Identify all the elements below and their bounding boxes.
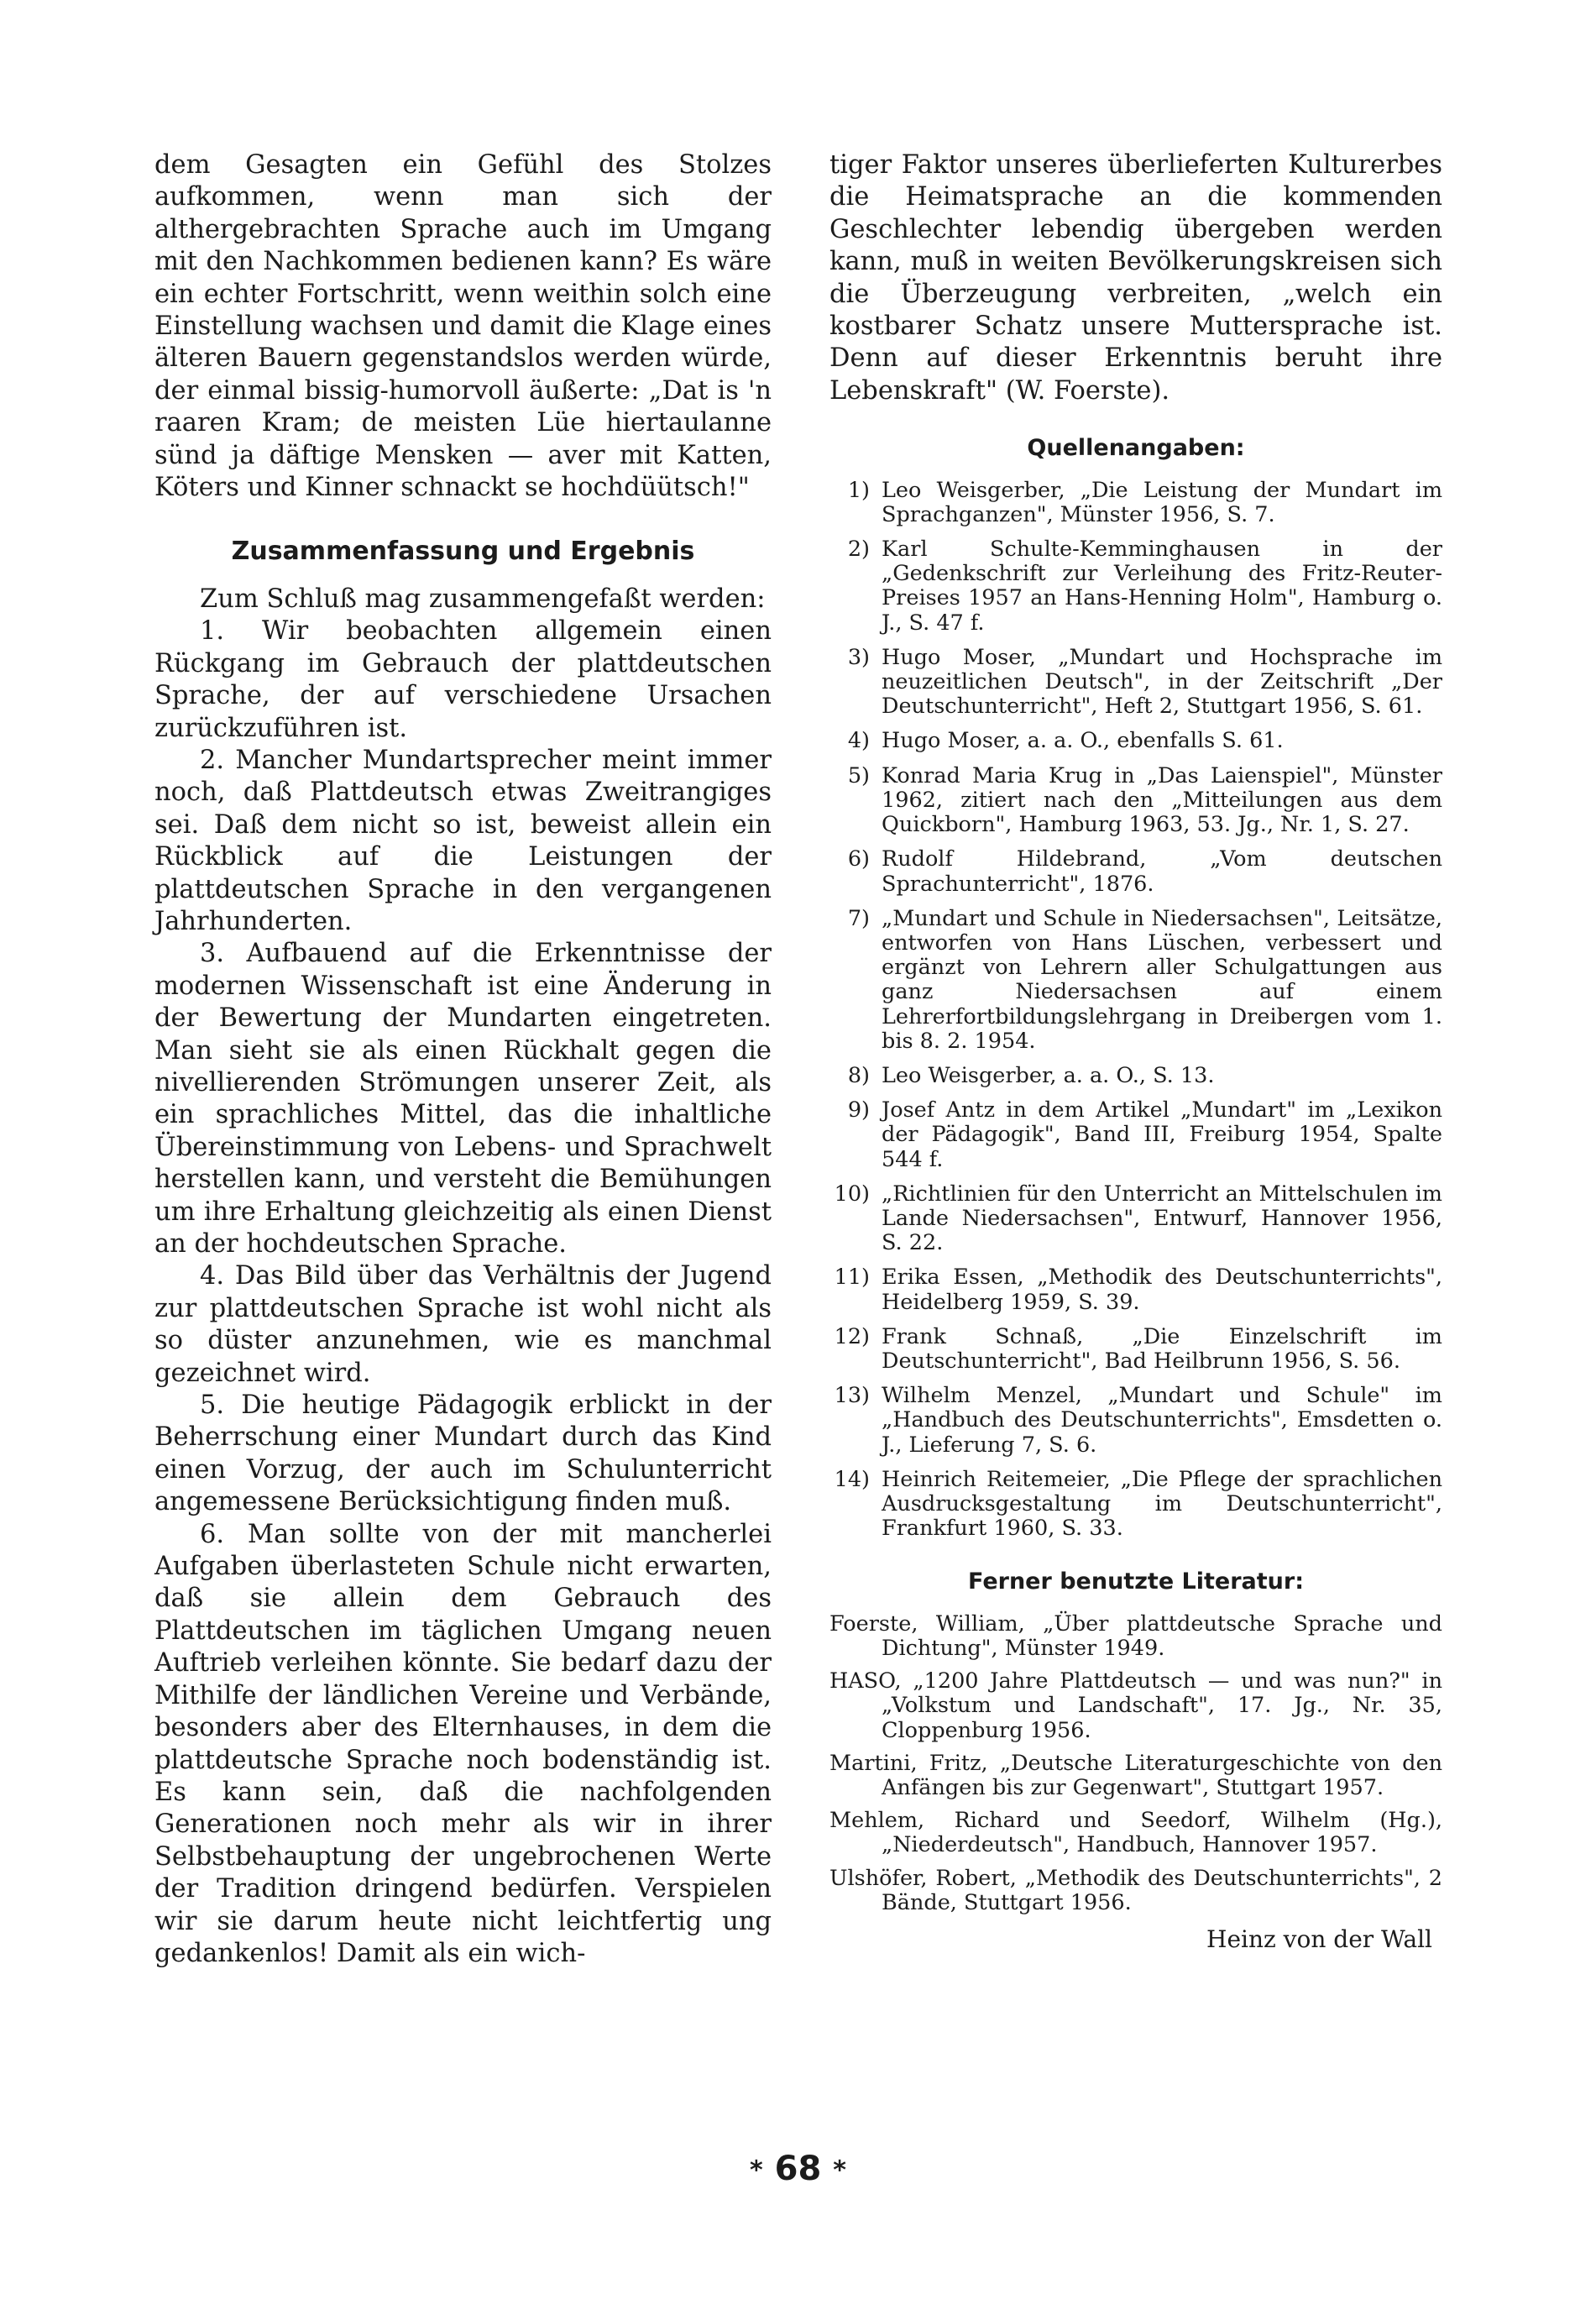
source-number: 12) — [834, 1323, 870, 1349]
intro-paragraph: dem Gesagten ein Gefühl des Stolzes aufkommen, wenn man sich der althergebrachten Sprache auch im Umgang mit den Nachkommen bedienen kann? Es wäre ein echter Fortschritt, wenn weithin solch eine Einstellung wachsen und damit die Klage eines älteren Bauern gegenstandslos werden würde, der einmal bissig-humorvoll äußerte: „Dat is 'n raaren Kram; de meisten Lüe hiertaulanne sünd ja däftige Mensken — aver mit Katten, Köters und Kinner schnackt se hochdüütsch!" — [154, 150, 772, 503]
literature-item: Ulshöfer, Robert, „Methodik des Deutschunterrichts", 2 Bände, Stuttgart 1956. — [829, 1865, 1442, 1915]
literature-heading: Ferner benutzte Literatur: — [967, 1568, 1304, 1595]
source-text: Wilhelm Menzel, „Mundart und Schule" im „Handbuch des Deutschunterrichts", Emsdetten o. J., Lieferung 7, S. 6. — [882, 1383, 1442, 1458]
page-number: 68 — [774, 2150, 822, 2188]
section-heading: Zusammenfassung und Ergebnis — [231, 537, 695, 567]
source-number: 6) — [847, 846, 870, 872]
source-text: Leo Weisgerber, a. a. O., S. 13. — [882, 1062, 1215, 1088]
source-item — [829, 1182, 1442, 1256]
page-footer — [0, 2150, 1596, 2188]
literature-list — [829, 1612, 1442, 1915]
source-text: Rudolf Hildebrand, „Vom deutschen Sprachunterricht", 1876. — [882, 846, 1442, 897]
source-item — [829, 479, 1442, 527]
source-text: Erika Essen, „Methodik des Deutschunterrichts", Heidelberg 1959, S. 39. — [882, 1265, 1442, 1315]
star-ornament-left: * — [750, 2155, 763, 2186]
source-number: 13) — [834, 1383, 870, 1409]
sources-list — [829, 479, 1442, 1542]
source-number: 14) — [834, 1466, 870, 1492]
source-item — [829, 1098, 1442, 1172]
source-number: 10) — [834, 1181, 870, 1207]
summary-point-4: 4. Das Bild über das Verhältnis der Jugend zur plattdeutschen Sprache ist wohl nicht als so düster anzunehmen, wie es manchmal gezeichnet wird. — [154, 1261, 772, 1388]
summary-lead: Zum Schluß mag zusammengefaßt werden: — [200, 584, 766, 614]
source-number: 4) — [847, 728, 870, 754]
source-number: 2) — [847, 537, 870, 563]
source-item — [829, 646, 1442, 720]
source-item — [829, 729, 1442, 753]
literature-item: Martini, Fritz, „Deutsche Literaturgeschichte von den Anfängen bis zur Gegenwart", Stuttgart 1957. — [829, 1750, 1442, 1800]
right-column — [829, 149, 1442, 1956]
source-text: „Mundart und Schule in Niedersachsen", Leitsätze, entworfen von Hans Lüschen, verbessert und ergänzt von Lehrern aller Schulgattungen aus ganz Niedersachsen auf einem Lehrerfortbildungslehrgang in Dreibergen vom 1. bis 8. 2. 1954. — [882, 905, 1442, 1054]
source-number: 5) — [847, 762, 870, 788]
continuation-paragraph: tiger Faktor unseres überlieferten Kulturerbes die Heimatsprache an die kommenden Geschlechter lebendig übergeben werden kann, muß in weiten Bevölkerungskreisen sich die Überzeugung verbreiten, „welch ein kostbarer Schatz unsere Muttersprache ist. Denn auf dieser Erkenntnis beruht ihre Lebenskraft" (W. Foerste). — [829, 150, 1442, 406]
star-ornament-right: * — [833, 2155, 846, 2186]
source-number: 9) — [847, 1097, 870, 1123]
source-number: 8) — [847, 1062, 870, 1088]
source-text: Hugo Moser, a. a. O., ebenfalls S. 61. — [882, 728, 1284, 754]
source-text: Josef Antz in dem Artikel „Mundart" im „Lexikon der Pädagogik", Band III, Freiburg 1954, Spalte 544 f. — [882, 1097, 1442, 1172]
source-item — [829, 847, 1442, 896]
source-text: Karl Schulte-Kemminghausen in der „Gedenkschrift zur Verleihung des Fritz-Reuter-Preises 1957 an Hans-Henning Holm", Hamburg o. J., S. 47 f. — [882, 537, 1442, 636]
source-item — [829, 764, 1442, 838]
source-number: 3) — [847, 644, 870, 670]
source-text: Konrad Maria Krug in „Das Laienspiel", Münster 1962, zitiert nach den „Mitteilungen aus dem Quickborn", Hamburg 1963, 53. Jg., Nr. 1, S. 27. — [882, 762, 1442, 838]
source-item — [829, 1468, 1442, 1542]
summary-point-3: 3. Aufbauend auf die Erkenntnisse der modernen Wissenschaft ist eine Änderung in der Bewertung der Mundarten eingetreten. Man sieht sie als einen Rückhalt gegen die nivellierenden Strömungen unserer Zeit, als ein sprachliches Mittel, das die inhaltliche Übereinstimmung von Lebens- und Sprachwelt herstellen kann, und versteht die Bemühungen um ihre Erhaltung gleichzeitig als einen Dienst an der hochdeutschen Sprache. — [154, 939, 772, 1259]
left-column — [154, 149, 772, 1970]
literature-item: HASO, „1200 Jahre Plattdeutsch — und was nun?" in „Volkstum und Landschaft", 17. Jg., Nr. 35, Cloppenburg 1956. — [829, 1668, 1442, 1743]
source-number: 11) — [834, 1265, 870, 1291]
summary-point-6: 6. Man sollte von der mit mancherlei Aufgaben überlasteten Schule nicht erwarten, daß sie allein dem Gebrauch des Plattdeutschen im täglichen Umgang neuen Auftrieb verleihen könnte. Sie bedarf dazu der Mithilfe der ländlichen Vereine und Verbände, besonders aber des Elternhauses, in dem die plattdeutsche Sprache noch bodenständig ist. Es kann sein, daß die nachfolgenden Generationen noch mehr als wir in ihrer Selbstbehauptung der ungebrochenen Werte der Tradition dringend bedürfen. Verspielen wir sie darum heute nicht leichtfertig ung gedankenlos! Damit als ein wich- — [154, 1519, 772, 1968]
literature-item: Mehlem, Richard und Seedorf, Wilhelm (Hg.), „Niederdeutsch", Handbuch, Hannover 1957. — [829, 1808, 1442, 1858]
literature-item: Foerste, William, „Über plattdeutsche Sprache und Dichtung", Münster 1949. — [829, 1610, 1442, 1661]
source-item — [829, 907, 1442, 1054]
source-text: Leo Weisgerber, „Die Leistung der Mundart im Sprachganzen", Münster 1956, S. 7. — [882, 477, 1442, 527]
source-number: 1) — [847, 477, 870, 503]
source-text: Heinrich Reitemeier, „Die Pflege der sprachlichen Ausdrucksgestaltung im Deutschunterricht", Frankfurt 1960, S. 33. — [882, 1466, 1442, 1542]
source-item — [829, 1384, 1442, 1458]
source-item — [829, 1265, 1442, 1314]
summary-point-1: 1. Wir beobachten allgemein einen Rückgang im Gebrauch der plattdeutschen Sprache, der auf verschiedene Ursachen zurückzuführen ist. — [154, 616, 772, 743]
source-item — [829, 1325, 1442, 1374]
summary-point-5: 5. Die heutige Pädagogik erblickt in der Beherrschung einer Mundart durch das Kind einen Vorzug, der auch im Schulunterricht angemessene Berücksichtigung finden muß. — [154, 1390, 772, 1517]
source-text: „Richtlinien für den Unterricht an Mittelschulen im Lande Niedersachsen", Entwurf, Hannover 1956, S. 22. — [882, 1181, 1442, 1256]
sources-heading: Quellenangaben: — [1027, 435, 1245, 462]
author-signature: Heinz von der Wall — [1206, 1925, 1432, 1954]
source-item — [829, 537, 1442, 636]
source-text: Frank Schnaß, „Die Einzelschrift im Deutschunterricht", Bad Heilbrunn 1956, S. 56. — [882, 1323, 1442, 1374]
source-text: Hugo Moser, „Mundart und Hochsprache im neuzeitlichen Deutsch", in der Zeitschrift „Der Deutschunterricht", Heft 2, Stuttgart 1956, S. 61. — [882, 644, 1442, 720]
source-number: 7) — [847, 905, 870, 931]
source-item — [829, 1064, 1442, 1088]
summary-point-2: 2. Mancher Mundartsprecher meint immer noch, daß Plattdeutsch etwas Zweitrangiges sei. Daß dem nicht so ist, beweist allein ein Rückblick auf die Leistungen der plattdeutschen Sprache in den vergangenen Jahrhunderten. — [154, 745, 772, 936]
